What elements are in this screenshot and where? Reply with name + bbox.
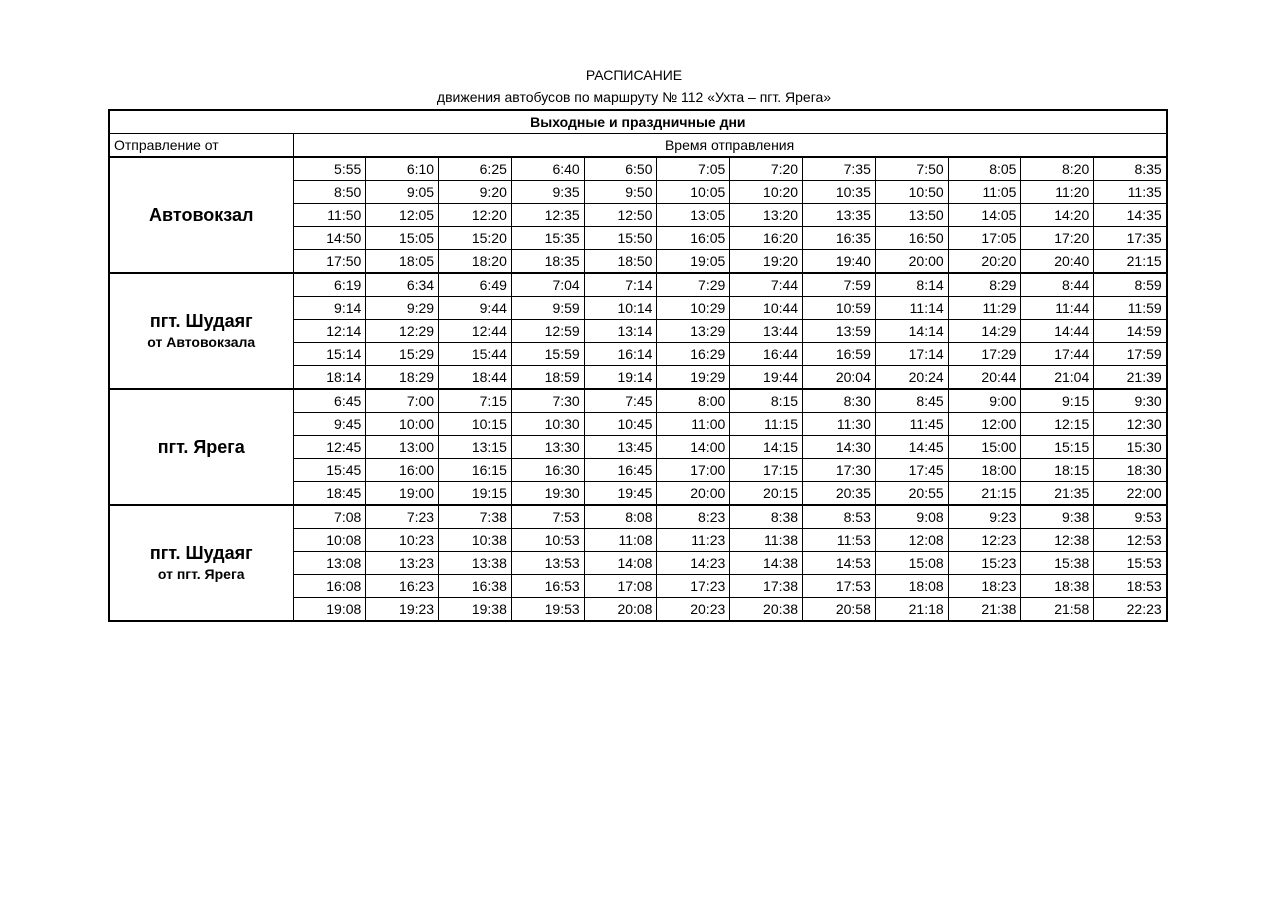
departure-time-cell: 13:45 <box>584 436 657 459</box>
departure-time-cell: 16:35 <box>803 227 876 250</box>
departure-time-cell: 11:05 <box>948 181 1021 204</box>
departure-time-cell: 11:44 <box>1021 297 1094 320</box>
departure-time-cell: 9:38 <box>1021 505 1094 529</box>
departure-time-cell: 13:44 <box>730 320 803 343</box>
departure-time-cell: 17:00 <box>657 459 730 482</box>
departure-time-cell: 12:23 <box>948 529 1021 552</box>
stop-subtitle: от пгт. Ярега <box>157 566 245 582</box>
departure-time-cell: 6:25 <box>439 157 512 181</box>
departure-time-cell: 19:44 <box>730 366 803 390</box>
departure-time-cell: 9:30 <box>1094 389 1167 413</box>
departure-time-cell: 21:15 <box>1094 250 1167 274</box>
departure-time-cell: 11:14 <box>875 297 948 320</box>
departure-time-cell: 15:35 <box>511 227 584 250</box>
departure-time-cell: 15:00 <box>948 436 1021 459</box>
departure-time-cell: 20:38 <box>730 598 803 622</box>
departure-time-cell: 14:00 <box>657 436 730 459</box>
departure-time-cell: 14:53 <box>803 552 876 575</box>
departure-time-cell: 12:30 <box>1094 413 1167 436</box>
departure-time-cell: 9:05 <box>366 181 439 204</box>
departure-time-cell: 9:15 <box>1021 389 1094 413</box>
departure-time-cell: 17:50 <box>293 250 366 274</box>
departure-time-cell: 13:20 <box>730 204 803 227</box>
departure-time-cell: 7:00 <box>366 389 439 413</box>
departure-time-cell: 19:05 <box>657 250 730 274</box>
departure-time-cell: 15:14 <box>293 343 366 366</box>
header-row <box>109 134 1167 158</box>
departure-time-cell: 8:35 <box>1094 157 1167 181</box>
departure-time-cell: 10:23 <box>366 529 439 552</box>
departure-time-cell: 8:15 <box>730 389 803 413</box>
departure-time-cell: 11:30 <box>803 413 876 436</box>
departure-time-cell: 19:45 <box>584 482 657 506</box>
stop-cell <box>109 505 293 621</box>
table-row <box>109 389 1167 413</box>
departure-time-cell: 13:08 <box>293 552 366 575</box>
stop-name: пгт. Шудаяг <box>149 311 253 331</box>
departure-time-cell: 7:14 <box>584 273 657 297</box>
departure-time-cell: 9:14 <box>293 297 366 320</box>
departure-time-cell: 13:14 <box>584 320 657 343</box>
departure-time-cell: 9:35 <box>511 181 584 204</box>
departure-time-cell: 8:38 <box>730 505 803 529</box>
departure-time-cell: 8:30 <box>803 389 876 413</box>
departure-time-cell: 7:38 <box>439 505 512 529</box>
departure-time-cell: 15:45 <box>293 459 366 482</box>
departure-time-cell: 15:20 <box>439 227 512 250</box>
departure-time-cell: 18:38 <box>1021 575 1094 598</box>
departure-time-cell: 17:53 <box>803 575 876 598</box>
departure-time-cell: 12:38 <box>1021 529 1094 552</box>
departure-time-cell: 15:38 <box>1021 552 1094 575</box>
departure-time-cell: 7:08 <box>293 505 366 529</box>
departure-time-cell: 9:44 <box>439 297 512 320</box>
departure-time-cell: 7:05 <box>657 157 730 181</box>
departure-time-cell: 8:59 <box>1094 273 1167 297</box>
departure-time-cell: 14:23 <box>657 552 730 575</box>
departure-time-cell: 8:53 <box>803 505 876 529</box>
departure-time-cell: 16:00 <box>366 459 439 482</box>
departure-time-cell: 19:14 <box>584 366 657 390</box>
departure-time-cell: 12:08 <box>875 529 948 552</box>
departure-time-cell: 10:00 <box>366 413 439 436</box>
departure-time-cell: 13:50 <box>875 204 948 227</box>
departure-time-cell: 16:53 <box>511 575 584 598</box>
schedule-table <box>108 109 1168 622</box>
departure-time-cell: 13:05 <box>657 204 730 227</box>
departure-time-cell: 18:59 <box>511 366 584 390</box>
departure-time-cell: 18:15 <box>1021 459 1094 482</box>
departure-time-cell: 10:35 <box>803 181 876 204</box>
departure-time-cell: 19:30 <box>511 482 584 506</box>
departure-time-cell: 17:14 <box>875 343 948 366</box>
departure-time-cell: 11:53 <box>803 529 876 552</box>
table-row <box>109 273 1167 297</box>
departure-time-cell: 13:00 <box>366 436 439 459</box>
departure-time-cell: 12:45 <box>293 436 366 459</box>
departure-time-cell: 16:14 <box>584 343 657 366</box>
departure-time-cell: 20:55 <box>875 482 948 506</box>
departure-time-cell: 16:08 <box>293 575 366 598</box>
departure-time-cell: 20:20 <box>948 250 1021 274</box>
departure-time-cell: 19:53 <box>511 598 584 622</box>
stop-cell <box>109 389 293 505</box>
departure-time-cell: 10:15 <box>439 413 512 436</box>
departure-time-cell: 17:20 <box>1021 227 1094 250</box>
departure-time-cell: 17:38 <box>730 575 803 598</box>
departure-time-cell: 10:05 <box>657 181 730 204</box>
departure-time-cell: 10:30 <box>511 413 584 436</box>
departure-time-cell: 10:53 <box>511 529 584 552</box>
departure-time-cell: 9:00 <box>948 389 1021 413</box>
departure-time-cell: 14:20 <box>1021 204 1094 227</box>
departure-time-cell: 19:15 <box>439 482 512 506</box>
departure-time-cell: 20:04 <box>803 366 876 390</box>
departure-time-cell: 12:50 <box>584 204 657 227</box>
departure-time-cell: 15:44 <box>439 343 512 366</box>
departure-time-cell: 12:44 <box>439 320 512 343</box>
departure-time-cell: 10:14 <box>584 297 657 320</box>
departure-time-cell: 8:08 <box>584 505 657 529</box>
departure-time-cell: 18:35 <box>511 250 584 274</box>
departure-time-cell: 10:50 <box>875 181 948 204</box>
departure-time-cell: 16:50 <box>875 227 948 250</box>
departure-time-cell: 11:23 <box>657 529 730 552</box>
departure-time-cell: 20:08 <box>584 598 657 622</box>
departure-time-cell: 8:14 <box>875 273 948 297</box>
departure-time-cell: 9:59 <box>511 297 584 320</box>
departure-time-cell: 14:44 <box>1021 320 1094 343</box>
departure-time-cell: 21:15 <box>948 482 1021 506</box>
departure-time-cell: 21:38 <box>948 598 1021 622</box>
departure-time-cell: 17:30 <box>803 459 876 482</box>
departure-time-cell: 15:29 <box>366 343 439 366</box>
departure-time-cell: 16:38 <box>439 575 512 598</box>
table-row <box>109 505 1167 529</box>
departure-time-cell: 16:59 <box>803 343 876 366</box>
departure-time-cell: 7:35 <box>803 157 876 181</box>
departure-time-cell: 19:20 <box>730 250 803 274</box>
departure-time-cell: 18:14 <box>293 366 366 390</box>
departure-time-cell: 6:49 <box>439 273 512 297</box>
departure-time-cell: 16:45 <box>584 459 657 482</box>
departure-time-cell: 18:44 <box>439 366 512 390</box>
departure-time-cell: 19:08 <box>293 598 366 622</box>
departure-time-cell: 5:55 <box>293 157 366 181</box>
departure-time-cell: 10:38 <box>439 529 512 552</box>
departure-time-cell: 20:58 <box>803 598 876 622</box>
departure-time-cell: 22:00 <box>1094 482 1167 506</box>
departure-time-cell: 17:44 <box>1021 343 1094 366</box>
departure-time-cell: 7:44 <box>730 273 803 297</box>
departure-time-cell: 16:29 <box>657 343 730 366</box>
departure-time-cell: 19:23 <box>366 598 439 622</box>
departure-time-header: Время отправления <box>293 134 1167 158</box>
departure-from-header: Отправление от <box>109 134 293 158</box>
departure-time-cell: 8:05 <box>948 157 1021 181</box>
departure-time-cell: 12:53 <box>1094 529 1167 552</box>
departure-time-cell: 15:30 <box>1094 436 1167 459</box>
departure-time-cell: 11:20 <box>1021 181 1094 204</box>
departure-time-cell: 15:50 <box>584 227 657 250</box>
departure-time-cell: 16:30 <box>511 459 584 482</box>
departure-time-cell: 7:04 <box>511 273 584 297</box>
schedule-body <box>109 110 1167 621</box>
departure-time-cell: 18:23 <box>948 575 1021 598</box>
departure-time-cell: 11:59 <box>1094 297 1167 320</box>
departure-time-cell: 7:50 <box>875 157 948 181</box>
departure-time-cell: 11:50 <box>293 204 366 227</box>
departure-time-cell: 9:23 <box>948 505 1021 529</box>
departure-time-cell: 7:15 <box>439 389 512 413</box>
departure-time-cell: 17:29 <box>948 343 1021 366</box>
departure-time-cell: 20:15 <box>730 482 803 506</box>
departure-time-cell: 19:00 <box>366 482 439 506</box>
departure-time-cell: 12:14 <box>293 320 366 343</box>
departure-time-cell: 8:44 <box>1021 273 1094 297</box>
departure-time-cell: 7:53 <box>511 505 584 529</box>
departure-time-cell: 15:08 <box>875 552 948 575</box>
departure-time-cell: 8:00 <box>657 389 730 413</box>
departure-time-cell: 16:44 <box>730 343 803 366</box>
departure-time-cell: 7:45 <box>584 389 657 413</box>
departure-time-cell: 15:53 <box>1094 552 1167 575</box>
departure-time-cell: 11:15 <box>730 413 803 436</box>
stop-subtitle: от Автовокзала <box>147 334 256 350</box>
departure-time-cell: 18:29 <box>366 366 439 390</box>
departure-time-cell: 9:53 <box>1094 505 1167 529</box>
stop-cell <box>109 273 293 389</box>
departure-time-cell: 18:20 <box>439 250 512 274</box>
departure-time-cell: 22:23 <box>1094 598 1167 622</box>
document-title: РАСПИСАНИЕ <box>585 67 683 83</box>
departure-time-cell: 17:45 <box>875 459 948 482</box>
banner-row <box>109 110 1167 134</box>
departure-time-cell: 7:20 <box>730 157 803 181</box>
departure-time-cell: 13:53 <box>511 552 584 575</box>
departure-time-cell: 16:15 <box>439 459 512 482</box>
departure-time-cell: 11:45 <box>875 413 948 436</box>
stop-cell <box>109 157 293 273</box>
departure-time-cell: 8:23 <box>657 505 730 529</box>
departure-time-cell: 14:45 <box>875 436 948 459</box>
departure-time-cell: 19:40 <box>803 250 876 274</box>
departure-time-cell: 14:50 <box>293 227 366 250</box>
departure-time-cell: 8:45 <box>875 389 948 413</box>
departure-time-cell: 20:24 <box>875 366 948 390</box>
departure-time-cell: 11:29 <box>948 297 1021 320</box>
departure-time-cell: 17:15 <box>730 459 803 482</box>
departure-time-cell: 14:59 <box>1094 320 1167 343</box>
stop-name: пгт. Ярега <box>157 437 245 457</box>
departure-time-cell: 13:23 <box>366 552 439 575</box>
departure-time-cell: 21:18 <box>875 598 948 622</box>
table-row <box>109 157 1167 181</box>
departure-time-cell: 15:59 <box>511 343 584 366</box>
departure-time-cell: 20:23 <box>657 598 730 622</box>
departure-time-cell: 6:19 <box>293 273 366 297</box>
departure-time-cell: 14:08 <box>584 552 657 575</box>
departure-time-cell: 12:35 <box>511 204 584 227</box>
departure-time-cell: 9:45 <box>293 413 366 436</box>
departure-time-cell: 14:35 <box>1094 204 1167 227</box>
departure-time-cell: 19:29 <box>657 366 730 390</box>
departure-time-cell: 13:30 <box>511 436 584 459</box>
stop-name: пгт. Шудаяг <box>149 543 253 563</box>
departure-time-cell: 20:40 <box>1021 250 1094 274</box>
departure-time-cell: 11:00 <box>657 413 730 436</box>
departure-time-cell: 8:50 <box>293 181 366 204</box>
departure-time-cell: 8:20 <box>1021 157 1094 181</box>
departure-time-cell: 10:20 <box>730 181 803 204</box>
departure-time-cell: 8:29 <box>948 273 1021 297</box>
departure-time-cell: 17:08 <box>584 575 657 598</box>
departure-time-cell: 14:30 <box>803 436 876 459</box>
departure-time-cell: 16:05 <box>657 227 730 250</box>
departure-time-cell: 15:15 <box>1021 436 1094 459</box>
departure-time-cell: 17:23 <box>657 575 730 598</box>
departure-time-cell: 15:23 <box>948 552 1021 575</box>
departure-time-cell: 10:29 <box>657 297 730 320</box>
departure-time-cell: 16:23 <box>366 575 439 598</box>
schedule-banner: Выходные и праздничные дни <box>109 110 1167 134</box>
departure-time-cell: 6:10 <box>366 157 439 181</box>
departure-time-cell: 18:00 <box>948 459 1021 482</box>
departure-time-cell: 14:15 <box>730 436 803 459</box>
departure-time-cell: 12:59 <box>511 320 584 343</box>
departure-time-cell: 9:20 <box>439 181 512 204</box>
departure-time-cell: 12:05 <box>366 204 439 227</box>
departure-time-cell: 20:44 <box>948 366 1021 390</box>
departure-time-cell: 12:29 <box>366 320 439 343</box>
departure-time-cell: 9:29 <box>366 297 439 320</box>
departure-time-cell: 20:00 <box>875 250 948 274</box>
departure-time-cell: 18:53 <box>1094 575 1167 598</box>
departure-time-cell: 14:29 <box>948 320 1021 343</box>
departure-time-cell: 7:30 <box>511 389 584 413</box>
departure-time-cell: 12:20 <box>439 204 512 227</box>
departure-time-cell: 13:38 <box>439 552 512 575</box>
departure-time-cell: 16:20 <box>730 227 803 250</box>
departure-time-cell: 17:59 <box>1094 343 1167 366</box>
departure-time-cell: 14:05 <box>948 204 1021 227</box>
departure-time-cell: 10:44 <box>730 297 803 320</box>
departure-time-cell: 13:15 <box>439 436 512 459</box>
departure-time-cell: 21:58 <box>1021 598 1094 622</box>
departure-time-cell: 11:08 <box>584 529 657 552</box>
departure-time-cell: 20:00 <box>657 482 730 506</box>
departure-time-cell: 21:04 <box>1021 366 1094 390</box>
departure-time-cell: 12:00 <box>948 413 1021 436</box>
departure-time-cell: 21:39 <box>1094 366 1167 390</box>
departure-time-cell: 18:50 <box>584 250 657 274</box>
departure-time-cell: 18:08 <box>875 575 948 598</box>
departure-time-cell: 13:35 <box>803 204 876 227</box>
departure-time-cell: 10:59 <box>803 297 876 320</box>
departure-time-cell: 9:08 <box>875 505 948 529</box>
departure-time-cell: 11:35 <box>1094 181 1167 204</box>
departure-time-cell: 13:59 <box>803 320 876 343</box>
departure-time-cell: 17:35 <box>1094 227 1167 250</box>
departure-time-cell: 7:29 <box>657 273 730 297</box>
departure-time-cell: 12:15 <box>1021 413 1094 436</box>
departure-time-cell: 13:29 <box>657 320 730 343</box>
departure-time-cell: 6:34 <box>366 273 439 297</box>
departure-time-cell: 18:45 <box>293 482 366 506</box>
document-subtitle: движения автобусов по маршруту № 112 «Ухта – пгт. Ярега» <box>436 89 832 105</box>
departure-time-cell: 18:30 <box>1094 459 1167 482</box>
departure-time-cell: 10:45 <box>584 413 657 436</box>
stop-name: Автовокзал <box>149 205 254 225</box>
departure-time-cell: 10:08 <box>293 529 366 552</box>
departure-time-cell: 9:50 <box>584 181 657 204</box>
departure-time-cell: 7:23 <box>366 505 439 529</box>
departure-time-cell: 17:05 <box>948 227 1021 250</box>
departure-time-cell: 19:38 <box>439 598 512 622</box>
departure-time-cell: 15:05 <box>366 227 439 250</box>
departure-time-cell: 6:40 <box>511 157 584 181</box>
departure-time-cell: 20:35 <box>803 482 876 506</box>
departure-time-cell: 14:14 <box>875 320 948 343</box>
departure-time-cell: 11:38 <box>730 529 803 552</box>
departure-time-cell: 21:35 <box>1021 482 1094 506</box>
departure-time-cell: 18:05 <box>366 250 439 274</box>
departure-time-cell: 14:38 <box>730 552 803 575</box>
departure-time-cell: 7:59 <box>803 273 876 297</box>
departure-time-cell: 6:45 <box>293 389 366 413</box>
departure-time-cell: 6:50 <box>584 157 657 181</box>
